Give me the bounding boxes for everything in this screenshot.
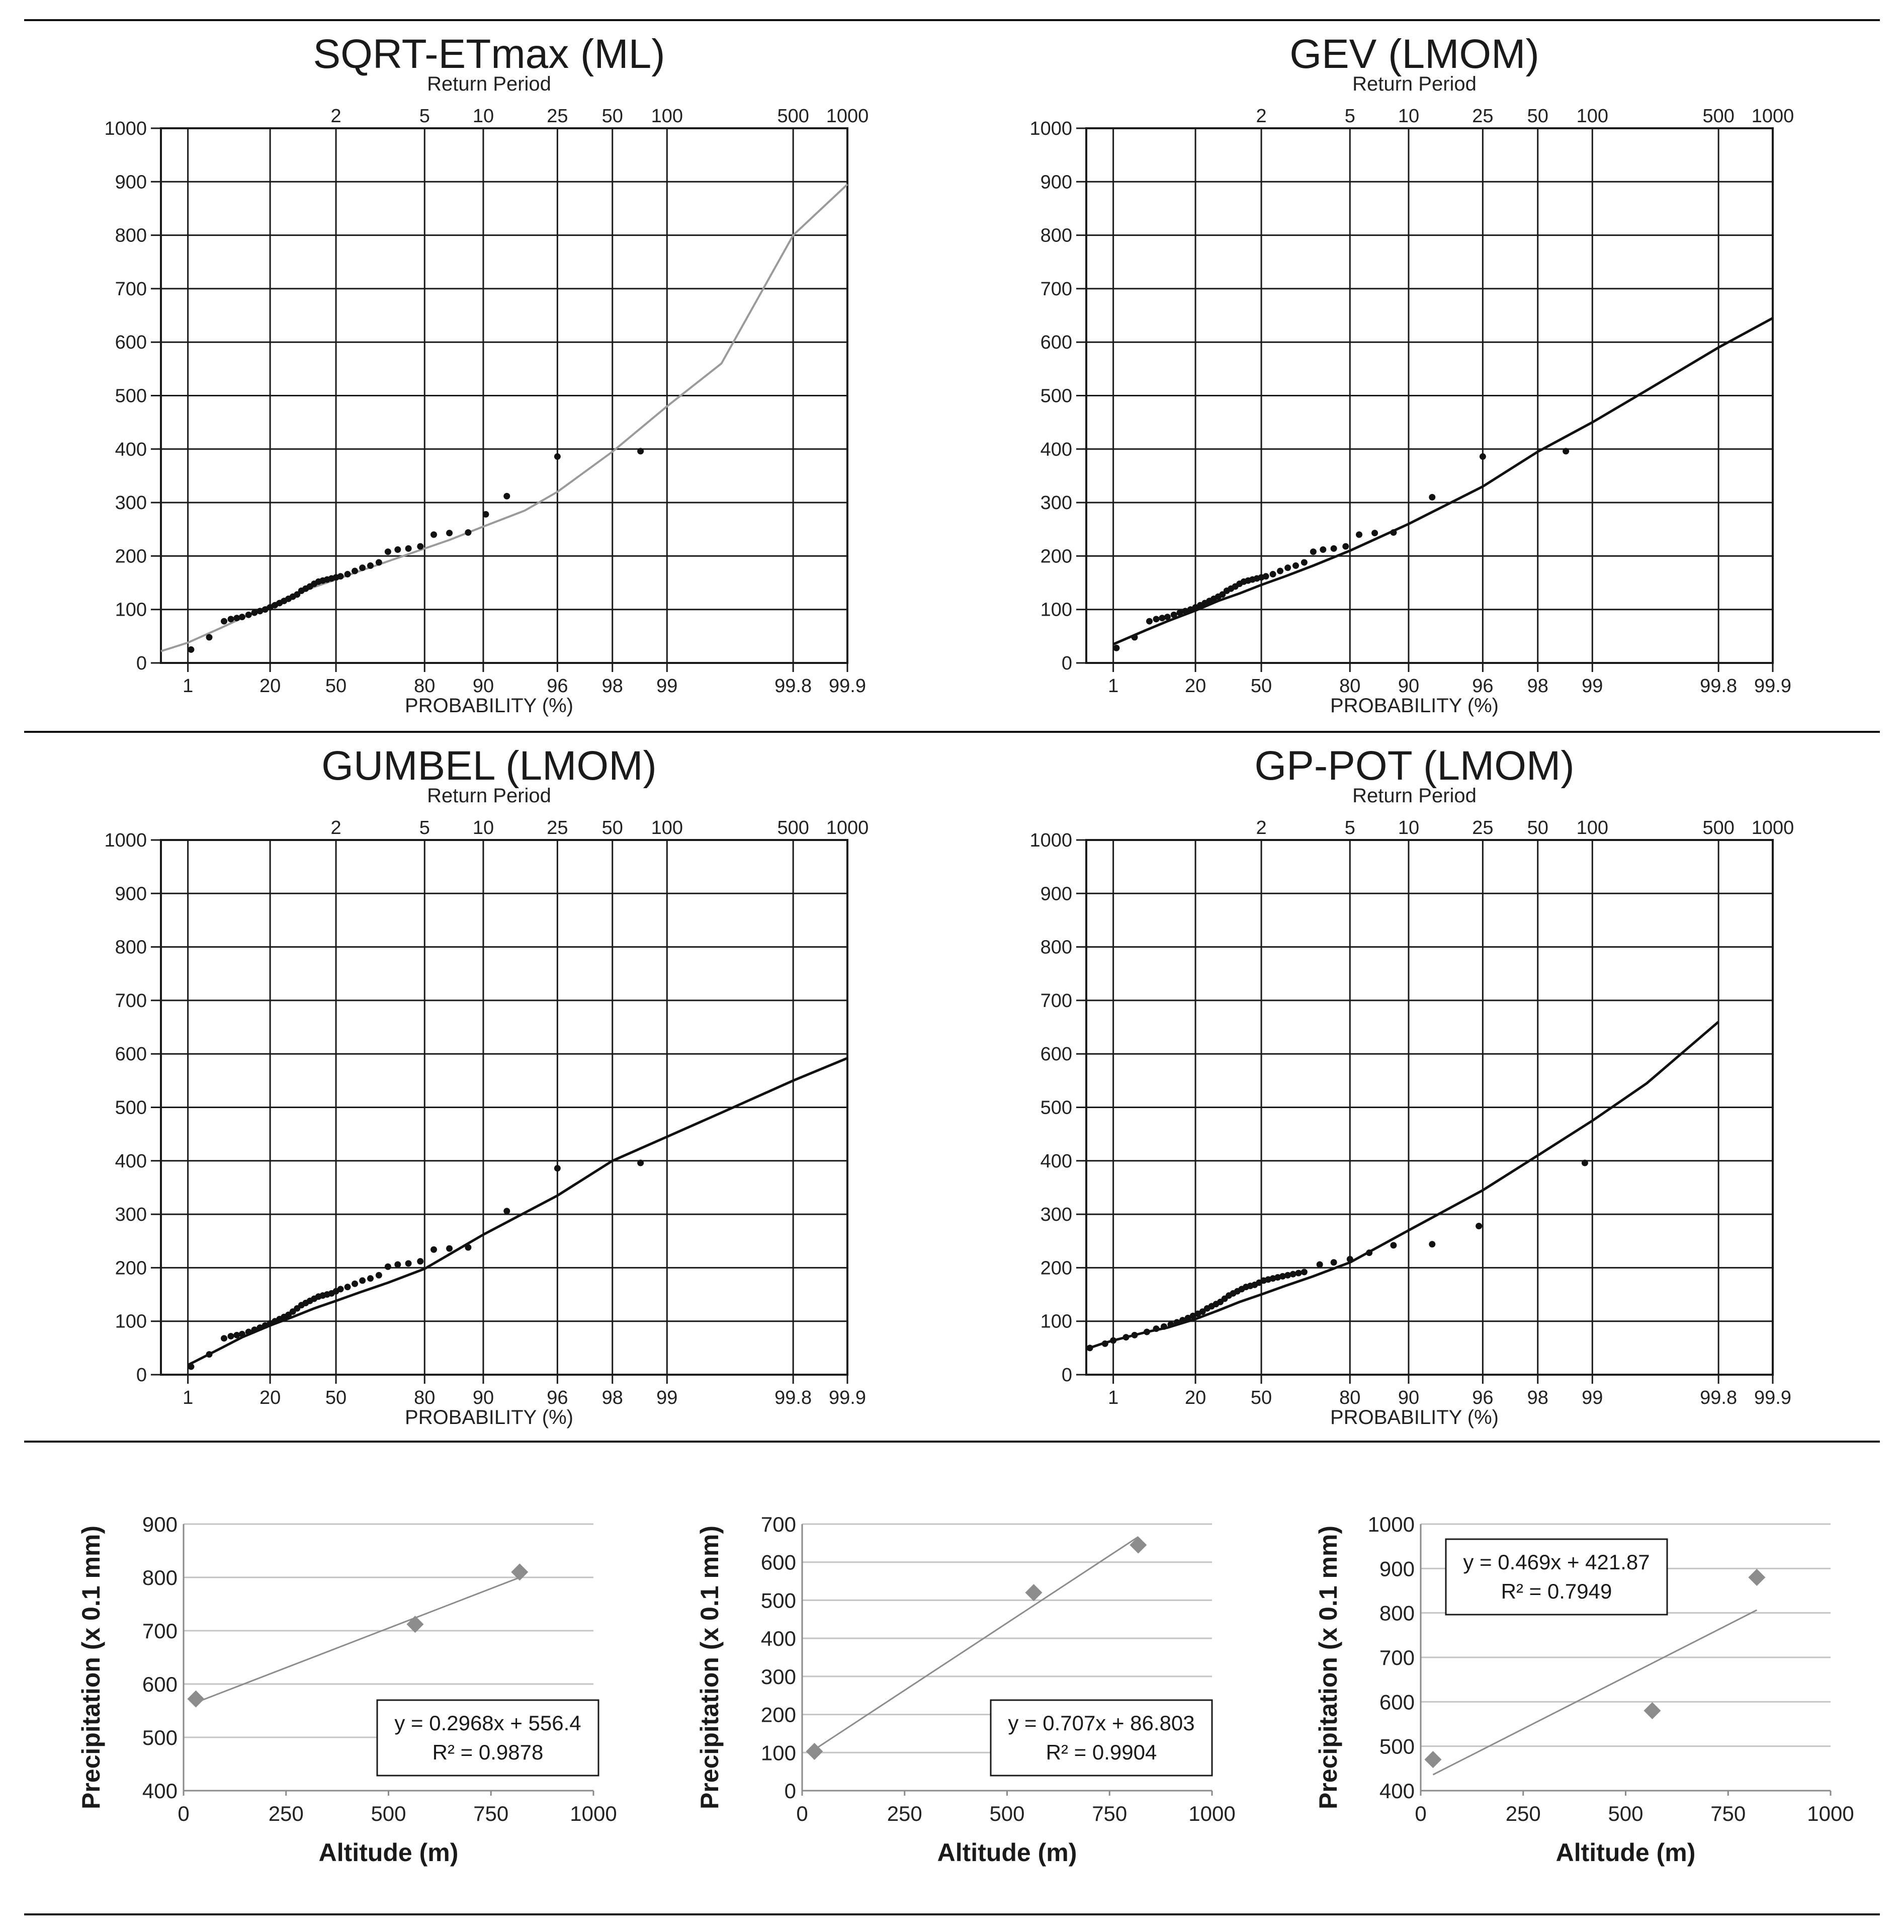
observed-data-point (405, 1260, 412, 1267)
observed-data-point (1331, 1259, 1337, 1266)
observed-data-point (1270, 571, 1276, 577)
return-period-tick-label: 100 (1576, 106, 1609, 127)
frequency-chart-gppot (1031, 737, 1866, 1436)
x-tick-label: 0 (1415, 1802, 1427, 1825)
y-tick-label: 0 (1061, 653, 1072, 674)
return-period-tick-label: 1000 (1751, 817, 1794, 838)
y-tick-label: 400 (1379, 1779, 1415, 1803)
frequency-chart-svg (106, 25, 940, 724)
observed-data-point (394, 1262, 401, 1268)
y-tick-label: 900 (142, 1513, 178, 1536)
diamond-data-point (1748, 1569, 1765, 1586)
observed-data-point (1161, 1323, 1167, 1330)
y-tick-label: 600 (142, 1672, 178, 1696)
y-axis-label: Precipitation (x 0.1 mm) (696, 1525, 724, 1810)
observed-data-point (1164, 614, 1171, 620)
observed-data-point (1176, 610, 1183, 616)
y-tick-label: 700 (115, 278, 147, 300)
probability-tick-label: 1 (183, 676, 194, 697)
observed-data-point (417, 1258, 423, 1265)
probability-tick-label: 1 (183, 1387, 194, 1408)
return-period-label: Return Period (427, 73, 551, 95)
probability-tick-label: 50 (1250, 1387, 1272, 1408)
observed-data-point (239, 614, 245, 620)
y-tick-label: 500 (115, 385, 147, 407)
return-period-label: Return Period (1352, 785, 1477, 807)
y-tick-label: 1000 (1031, 830, 1072, 851)
regression-chart-svg (1313, 1504, 1856, 1896)
y-tick-label: 800 (115, 225, 147, 246)
y-tick-label: 600 (1379, 1690, 1415, 1714)
probability-tick-label: 98 (601, 676, 623, 697)
probability-tick-label: 90 (1398, 676, 1420, 697)
probability-tick-label: 20 (1184, 676, 1206, 697)
x-tick-label: 500 (1608, 1802, 1643, 1825)
probability-tick-label: 99 (1582, 676, 1603, 697)
observed-data-point (1146, 618, 1153, 625)
return-period-tick-label: 50 (601, 817, 623, 838)
probability-tick-label: 1 (1108, 1387, 1119, 1408)
y-tick-label: 700 (1040, 990, 1072, 1012)
observed-data-point (430, 531, 437, 538)
y-tick-label: 500 (115, 1097, 147, 1119)
y-tick-label: 1000 (1367, 1513, 1415, 1536)
observed-data-point (1153, 616, 1160, 622)
frequency-chart-svg (1031, 737, 1866, 1436)
return-period-tick-label: 5 (419, 817, 430, 838)
return-period-tick-label: 500 (1702, 106, 1735, 127)
return-period-tick-label: 5 (1344, 817, 1355, 838)
y-tick-label: 1000 (106, 118, 147, 139)
return-period-tick-label: 100 (651, 817, 683, 838)
probability-tick-label: 20 (259, 1387, 281, 1408)
y-tick-label: 200 (115, 546, 147, 567)
observed-data-point (1429, 1241, 1435, 1247)
observed-data-point (503, 1208, 510, 1214)
return-period-tick-label: 50 (601, 106, 623, 127)
x-tick-label: 750 (473, 1802, 509, 1825)
probability-tick-label: 99.9 (829, 1387, 866, 1408)
return-period-tick-label: 2 (1256, 106, 1267, 127)
return-period-tick-label: 25 (547, 106, 568, 127)
x-tick-label: 250 (1505, 1802, 1541, 1825)
observed-data-point (1331, 545, 1337, 552)
x-tick-label: 1000 (570, 1802, 617, 1825)
y-tick-label: 800 (1040, 937, 1072, 958)
regression-chart-svg (694, 1504, 1237, 1896)
y-tick-label: 500 (1040, 385, 1072, 407)
observed-data-point (1263, 573, 1269, 579)
y-tick-label: 400 (115, 439, 147, 460)
probability-tick-label: 80 (1339, 1387, 1361, 1408)
return-period-tick-label: 1000 (1751, 106, 1794, 127)
observed-data-point (637, 448, 644, 455)
observed-data-point (1366, 1249, 1372, 1256)
x-tick-label: 250 (887, 1802, 922, 1825)
observed-data-point (1301, 1269, 1308, 1275)
observed-data-point (385, 548, 391, 555)
r-squared-value: R² = 0.9904 (1046, 1740, 1157, 1764)
y-tick-label: 800 (1379, 1601, 1415, 1625)
x-tick-label: 500 (989, 1802, 1025, 1825)
regression-equation: y = 0.2968x + 556.4 (394, 1711, 581, 1735)
observed-data-point (228, 1333, 234, 1339)
probability-axis-label: PROBABILITY (%) (405, 695, 573, 717)
probability-axis-label: PROBABILITY (%) (1330, 695, 1499, 717)
observed-data-point (206, 1351, 213, 1358)
y-tick-label: 100 (1040, 599, 1072, 621)
observed-data-point (1132, 1332, 1138, 1338)
separator-top (24, 19, 1880, 21)
regression-chart-reg1 (75, 1504, 619, 1896)
observed-data-point (188, 646, 194, 653)
observed-data-point (1122, 1334, 1129, 1340)
observed-data-point (367, 1275, 374, 1282)
observed-data-point (554, 1165, 561, 1171)
y-tick-label: 600 (115, 332, 147, 354)
x-tick-label: 500 (371, 1802, 406, 1825)
observed-data-point (637, 1160, 644, 1166)
y-tick-label: 700 (760, 1513, 796, 1536)
probability-tick-label: 99 (656, 1387, 678, 1408)
y-tick-label: 900 (1379, 1557, 1415, 1581)
observed-data-point (352, 568, 358, 574)
x-tick-label: 750 (1710, 1802, 1746, 1825)
y-axis-label: Precipitation (x 0.1 mm) (1314, 1525, 1342, 1810)
y-tick-label: 700 (1040, 278, 1072, 300)
fitted-distribution-curve (1113, 318, 1773, 644)
observed-data-point (1153, 1325, 1160, 1332)
return-period-tick-label: 10 (1398, 817, 1420, 838)
observed-data-point (376, 1272, 382, 1279)
x-tick-label: 1000 (1188, 1802, 1236, 1825)
probability-tick-label: 20 (1184, 1387, 1206, 1408)
regression-equation: y = 0.707x + 86.803 (1008, 1711, 1195, 1735)
probability-tick-label: 99.9 (1754, 1387, 1791, 1408)
probability-tick-label: 96 (1472, 676, 1494, 697)
observed-data-point (554, 453, 561, 460)
y-tick-label: 0 (136, 653, 147, 674)
y-tick-label: 900 (1040, 883, 1072, 905)
y-tick-label: 400 (1040, 1150, 1072, 1172)
probability-tick-label: 80 (414, 676, 436, 697)
y-tick-label: 1000 (106, 830, 147, 851)
observed-data-point (1356, 531, 1362, 538)
frequency-chart-svg (106, 737, 940, 1436)
observed-data-point (1132, 634, 1138, 640)
x-tick-label: 750 (1092, 1802, 1128, 1825)
return-period-tick-label: 25 (1472, 106, 1494, 127)
y-tick-label: 100 (115, 599, 147, 621)
return-period-tick-label: 2 (330, 817, 341, 838)
y-tick-label: 500 (1040, 1097, 1072, 1119)
probability-tick-label: 90 (472, 676, 494, 697)
y-tick-label: 300 (115, 1204, 147, 1226)
observed-data-point (206, 634, 213, 640)
y-tick-label: 200 (1040, 546, 1072, 567)
probability-tick-label: 90 (1398, 1387, 1420, 1408)
observed-data-point (344, 1284, 351, 1290)
probability-tick-label: 80 (1339, 676, 1361, 697)
y-tick-label: 0 (784, 1779, 796, 1803)
regression-chart-reg3 (1313, 1504, 1856, 1896)
observed-data-point (251, 610, 257, 616)
observed-data-point (394, 546, 401, 553)
return-period-tick-label: 10 (1398, 106, 1420, 127)
y-tick-label: 200 (115, 1257, 147, 1279)
fitted-distribution-curve (161, 185, 847, 651)
probability-tick-label: 96 (547, 1387, 568, 1408)
observed-data-point (1110, 1337, 1116, 1343)
x-tick-label: 250 (268, 1802, 304, 1825)
x-axis-label: Altitude (m) (318, 1838, 459, 1867)
y-tick-label: 800 (1040, 225, 1072, 246)
regression-chart-svg (75, 1504, 619, 1896)
y-tick-label: 100 (115, 1311, 147, 1332)
y-tick-label: 700 (115, 990, 147, 1012)
observed-data-point (337, 1286, 344, 1292)
y-tick-label: 600 (1040, 1044, 1072, 1065)
probability-tick-label: 80 (414, 1387, 436, 1408)
fitted-distribution-curve (1086, 1022, 1718, 1349)
probability-tick-label: 96 (547, 676, 568, 697)
observed-data-point (1310, 548, 1317, 555)
probability-tick-label: 99.8 (774, 1387, 812, 1408)
y-tick-label: 900 (115, 172, 147, 193)
diamond-data-point (1025, 1584, 1042, 1601)
y-tick-label: 600 (760, 1550, 796, 1574)
x-axis-label: Altitude (m) (1555, 1838, 1696, 1867)
diamond-data-point (1643, 1702, 1661, 1719)
y-tick-label: 500 (142, 1726, 178, 1749)
observed-data-point (1144, 1328, 1150, 1335)
y-tick-label: 400 (142, 1779, 178, 1803)
observed-data-point (1301, 559, 1308, 566)
probability-tick-label: 99.8 (1700, 676, 1738, 697)
observed-data-point (1113, 645, 1119, 651)
observed-data-point (359, 564, 366, 571)
probability-tick-label: 50 (325, 1387, 347, 1408)
x-tick-label: 1000 (1807, 1802, 1854, 1825)
r-squared-value: R² = 0.9878 (432, 1740, 544, 1764)
observed-data-point (1320, 546, 1326, 553)
probability-tick-label: 99.8 (774, 676, 812, 697)
return-period-tick-label: 25 (1472, 817, 1494, 838)
frequency-chart-svg (1031, 25, 1866, 724)
observed-data-point (1102, 1340, 1108, 1347)
observed-data-point (245, 1328, 252, 1335)
observed-data-point (1480, 453, 1486, 460)
y-tick-label: 900 (115, 883, 147, 905)
y-tick-label: 100 (760, 1741, 796, 1765)
return-period-tick-label: 2 (1256, 817, 1267, 838)
observed-data-point (405, 545, 412, 552)
observed-data-point (465, 1244, 471, 1251)
y-tick-label: 400 (1040, 439, 1072, 460)
chart-title: GEV (LMOM) (1289, 31, 1539, 77)
frequency-chart-gev (1031, 25, 1866, 724)
observed-data-point (503, 493, 510, 499)
probability-tick-label: 90 (472, 1387, 494, 1408)
probability-tick-label: 98 (1527, 1387, 1548, 1408)
observed-data-point (1347, 1256, 1353, 1263)
y-tick-label: 900 (1040, 172, 1072, 193)
return-period-tick-label: 2 (330, 106, 341, 127)
return-period-tick-label: 50 (1527, 106, 1548, 127)
y-tick-label: 400 (115, 1150, 147, 1172)
observed-data-point (1390, 529, 1397, 536)
observed-data-point (1342, 543, 1349, 550)
observed-data-point (417, 543, 423, 550)
observed-data-point (1277, 568, 1283, 574)
observed-data-point (430, 1246, 437, 1253)
probability-axis-label: PROBABILITY (%) (1330, 1406, 1499, 1429)
probability-tick-label: 99.9 (829, 676, 866, 697)
observed-data-point (1292, 562, 1299, 569)
diamond-data-point (187, 1691, 204, 1708)
separator-middle-2 (24, 1441, 1880, 1443)
linear-trend-line (1433, 1610, 1757, 1775)
probability-tick-label: 96 (1472, 1387, 1494, 1408)
probability-tick-label: 50 (1250, 676, 1272, 697)
y-tick-label: 700 (142, 1619, 178, 1643)
observed-data-point (367, 562, 374, 569)
observed-data-point (1563, 448, 1569, 455)
return-period-tick-label: 500 (777, 106, 809, 127)
y-tick-label: 800 (142, 1566, 178, 1589)
return-period-tick-label: 500 (1702, 817, 1735, 838)
observed-data-point (1317, 1262, 1323, 1268)
return-period-tick-label: 5 (419, 106, 430, 127)
x-axis-label: Altitude (m) (937, 1838, 1077, 1867)
observed-data-point (446, 1245, 453, 1252)
y-tick-label: 0 (1061, 1365, 1072, 1386)
return-period-label: Return Period (427, 785, 551, 807)
observed-data-point (221, 1335, 227, 1341)
y-tick-label: 500 (760, 1588, 796, 1613)
return-period-label: Return Period (1352, 73, 1477, 95)
probability-axis-label: PROBABILITY (%) (405, 1406, 573, 1429)
return-period-tick-label: 50 (1527, 817, 1548, 838)
return-period-tick-label: 100 (1576, 817, 1609, 838)
observed-data-point (1582, 1160, 1588, 1166)
fitted-distribution-curve (188, 1058, 847, 1365)
probability-tick-label: 99.8 (1700, 1387, 1738, 1408)
chart-title: GUMBEL (LMOM) (321, 743, 657, 789)
observed-data-point (385, 1264, 391, 1270)
observed-data-point (239, 1331, 245, 1337)
observed-data-point (352, 1281, 358, 1287)
y-tick-label: 300 (115, 492, 147, 514)
observed-data-point (1171, 612, 1177, 618)
probability-tick-label: 98 (601, 1387, 623, 1408)
y-axis-label: Precipitation (x 0.1 mm) (77, 1525, 105, 1810)
return-period-tick-label: 5 (1344, 106, 1355, 127)
probability-tick-label: 98 (1527, 676, 1548, 697)
observed-data-point (188, 1364, 194, 1370)
observed-data-point (482, 511, 489, 518)
return-period-tick-label: 10 (472, 106, 494, 127)
observed-data-point (1476, 1223, 1482, 1229)
return-period-tick-label: 10 (472, 817, 494, 838)
y-tick-label: 700 (1379, 1646, 1415, 1669)
observed-data-point (376, 559, 382, 566)
probability-tick-label: 50 (325, 676, 347, 697)
y-tick-label: 200 (1040, 1257, 1072, 1279)
y-tick-label: 500 (1379, 1734, 1415, 1758)
observed-data-point (1174, 1319, 1180, 1325)
observed-data-point (1390, 1242, 1397, 1248)
y-tick-label: 300 (1040, 1204, 1072, 1226)
observed-data-point (228, 616, 234, 622)
chart-title: SQRT-ETmax (ML) (313, 31, 665, 77)
x-tick-label: 0 (796, 1802, 808, 1825)
probability-tick-label: 99 (656, 676, 678, 697)
observed-data-point (1284, 564, 1291, 571)
observed-data-point (1167, 1321, 1174, 1328)
observed-data-point (1295, 1270, 1302, 1277)
observed-data-point (465, 529, 471, 536)
observed-data-point (245, 612, 252, 618)
x-tick-label: 0 (178, 1802, 190, 1825)
return-period-tick-label: 1000 (826, 106, 869, 127)
y-tick-label: 200 (760, 1703, 796, 1727)
chart-title: GP-POT (LMOM) (1254, 743, 1575, 789)
observed-data-point (359, 1277, 366, 1284)
observed-data-point (344, 571, 351, 577)
diamond-data-point (1424, 1751, 1441, 1768)
y-tick-label: 300 (760, 1664, 796, 1689)
frequency-chart-sqrt (106, 25, 940, 724)
y-tick-label: 600 (1040, 332, 1072, 354)
y-tick-label: 400 (760, 1627, 796, 1651)
diamond-data-point (1130, 1537, 1147, 1554)
probability-tick-label: 99.9 (1754, 676, 1791, 697)
return-period-tick-label: 100 (651, 106, 683, 127)
regression-chart-reg2 (694, 1504, 1237, 1896)
y-tick-label: 100 (1040, 1311, 1072, 1332)
return-period-tick-label: 25 (547, 817, 568, 838)
regression-equation: y = 0.469x + 421.87 (1463, 1550, 1650, 1574)
y-tick-label: 1000 (1031, 118, 1072, 139)
observed-data-point (337, 573, 344, 579)
observed-data-point (1429, 494, 1435, 500)
separator-bottom (24, 1913, 1880, 1915)
r-squared-value: R² = 0.7949 (1501, 1579, 1612, 1603)
observed-data-point (1087, 1345, 1093, 1351)
y-tick-label: 800 (115, 937, 147, 958)
observed-data-point (446, 530, 453, 536)
return-period-tick-label: 1000 (826, 817, 869, 838)
y-tick-label: 0 (136, 1365, 147, 1386)
y-tick-label: 600 (115, 1044, 147, 1065)
frequency-chart-gumbel (106, 737, 940, 1436)
observed-data-point (1371, 530, 1378, 536)
probability-tick-label: 1 (1108, 676, 1119, 697)
y-tick-label: 300 (1040, 492, 1072, 514)
probability-tick-label: 99 (1582, 1387, 1603, 1408)
observed-data-point (1290, 1271, 1296, 1278)
return-period-tick-label: 500 (777, 817, 809, 838)
observed-data-point (221, 618, 227, 625)
separator-middle-1 (24, 731, 1880, 733)
probability-tick-label: 20 (259, 676, 281, 697)
